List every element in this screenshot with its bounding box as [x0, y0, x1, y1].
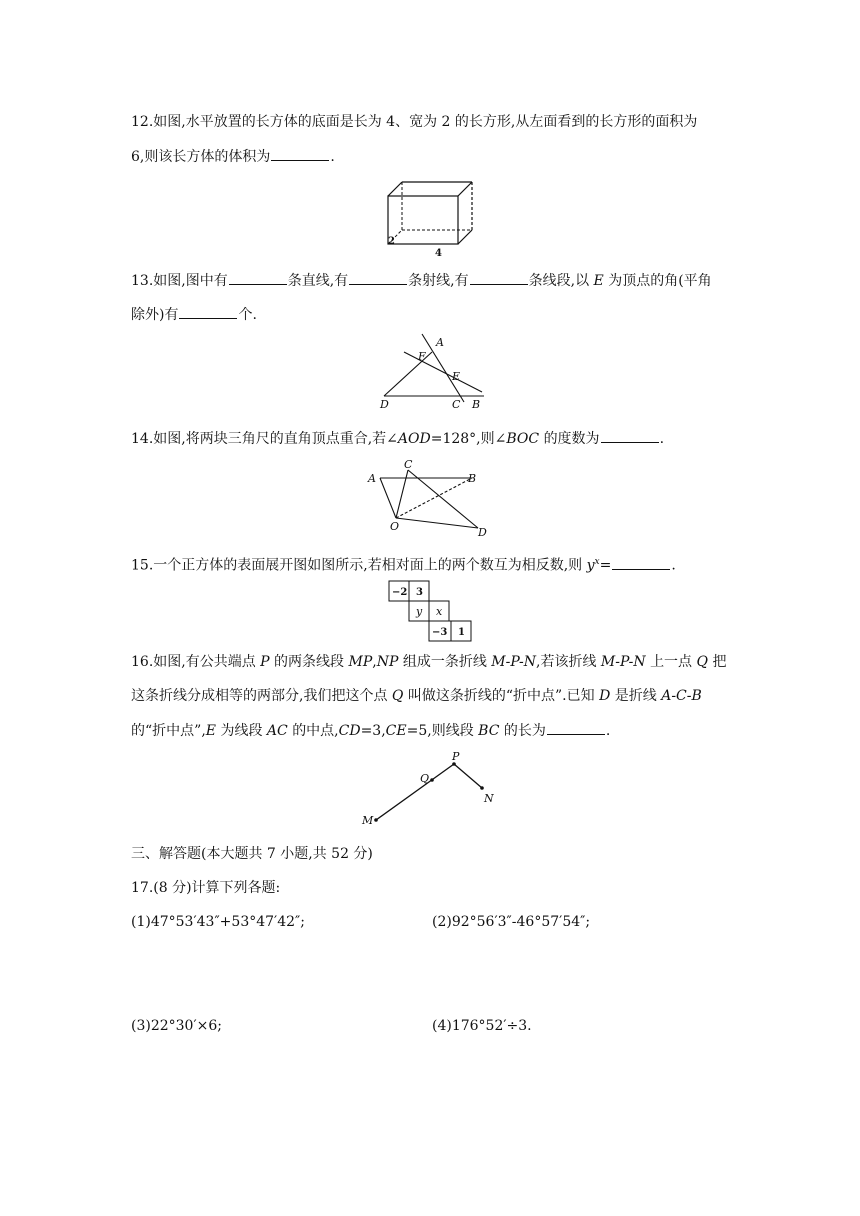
q13-text: 除外)有	[131, 307, 179, 323]
q16-answer-blank	[547, 720, 605, 735]
cuboid-width-label: 2	[388, 236, 395, 247]
cuboid-edge	[388, 182, 402, 196]
label-n: N	[484, 792, 494, 805]
section-3-title: 三、解答题(本大题共 7 小题,共 52 分)	[131, 846, 373, 862]
q16-line1	[131, 652, 726, 672]
q16-var: CD	[338, 723, 361, 739]
q16-var: D	[599, 688, 611, 704]
q15-text: 15.一个正方体的表面展开图如图所示,若相对面上的两个数互为相反数,则	[131, 557, 583, 574]
q14-line	[131, 428, 664, 449]
label-p: P	[452, 750, 460, 763]
q13-blank-rays	[349, 270, 407, 285]
q13-lines-figure	[374, 330, 490, 412]
q16-text: 为线段	[220, 723, 263, 739]
label-f: F	[418, 350, 426, 363]
q16-text: 叫做这条折线的“折中点”.已知	[407, 688, 595, 704]
segment-ao	[380, 478, 396, 518]
q16-line2	[131, 686, 702, 706]
q12-period: .	[330, 149, 335, 165]
q12-cuboid-figure	[380, 174, 480, 258]
q16-text: 的长为	[503, 723, 546, 739]
q16-line3	[131, 720, 610, 741]
label-c: C	[404, 458, 413, 471]
q15-var-y: y	[586, 557, 595, 574]
q13-text: 条线段,以	[528, 273, 590, 289]
q16-var: Q	[391, 688, 404, 704]
q16-var: P	[260, 654, 270, 670]
q16-text: 是折线	[614, 688, 657, 704]
label-q: Q	[420, 772, 430, 785]
q12-line1: 12.如图,水平放置的长方体的底面是长为 4、宽为 2 的长方形,从左面看到的长方形的面积为	[131, 114, 698, 130]
q14-angle-boc: BOC	[506, 431, 540, 447]
q16-var: AC	[266, 723, 288, 739]
point-m	[374, 818, 378, 822]
net-value: −3	[432, 627, 448, 638]
label-e: E	[452, 370, 461, 383]
q13-blank-segments	[470, 270, 528, 285]
q14-text: .	[659, 431, 665, 447]
q14-triangles-figure	[366, 458, 496, 540]
point-n	[480, 786, 484, 790]
cuboid-edge	[458, 230, 472, 244]
cuboid-front-face	[388, 196, 458, 244]
q16-var: E	[205, 723, 216, 739]
q16-text: 把	[712, 654, 727, 670]
label-b: B	[468, 472, 477, 485]
label-d: D	[478, 526, 487, 539]
q13-text: 条射线,有	[408, 273, 469, 289]
cuboid-length-label: 4	[435, 248, 442, 258]
line-through-f	[404, 352, 482, 392]
q16-text: 16.如图,有公共端点	[131, 654, 256, 670]
label-m: M	[362, 814, 374, 827]
q17-subquestion-1: (1)47°53′43″+53°47′42″;	[131, 914, 305, 930]
q13-blank-lines	[229, 270, 287, 285]
label-d: D	[380, 398, 389, 411]
q13-text: 条直线,有	[287, 273, 349, 289]
q12-answer-blank	[271, 146, 329, 161]
label-o: O	[390, 520, 400, 533]
segment-mp	[376, 764, 454, 820]
q16-text: 上一点	[650, 654, 693, 670]
q13-text: 个.	[238, 307, 257, 323]
q13-text: 为顶点的角(平角	[608, 273, 712, 289]
net-value: −2	[392, 587, 408, 598]
q16-text: 组成一条折线	[402, 654, 487, 670]
point-q	[430, 778, 434, 782]
q13-var-e: E	[593, 273, 604, 289]
q16-text: ,若该折线	[536, 654, 597, 670]
segment-pn	[454, 764, 482, 788]
q16-text: =5,则线段	[406, 723, 474, 739]
net-value: x	[436, 605, 443, 618]
q14-angle-aod: AOD	[397, 431, 431, 447]
label-a: A	[436, 336, 444, 349]
segment-co	[396, 470, 408, 518]
q15-cube-net-figure	[388, 580, 476, 644]
q13-line2	[131, 304, 257, 325]
q15-answer-blank	[612, 555, 670, 570]
q16-var: A-C-B	[661, 688, 702, 704]
q16-polyline-figure	[358, 748, 508, 830]
net-value: y	[416, 605, 423, 618]
q17-title: 17.(8 分)计算下列各题:	[131, 880, 281, 896]
q12-text: 6,则该长方体的体积为	[131, 149, 271, 165]
q13-blank-angles	[179, 304, 237, 319]
q17-subquestion-3: (3)22°30′×6;	[131, 1018, 222, 1034]
segment-od	[396, 518, 478, 528]
q14-text: =128°,则∠	[430, 431, 507, 447]
q16-text: ,	[372, 654, 377, 670]
q15-line	[131, 552, 676, 576]
q16-text: 的中点,	[292, 723, 339, 739]
net-value: 1	[458, 627, 465, 638]
label-a: A	[368, 472, 376, 485]
q16-var: NP	[376, 654, 399, 670]
q16-var: BC	[478, 723, 500, 739]
q16-text: =3,	[360, 723, 386, 739]
q15-text: .	[671, 557, 676, 574]
q15-exponent-x: x	[594, 557, 600, 567]
q16-var: MP	[348, 654, 373, 670]
q16-var: CE	[385, 723, 407, 739]
q14-answer-blank	[601, 428, 659, 443]
q15-text: =	[599, 557, 612, 574]
label-b: B	[472, 398, 481, 411]
q16-text: 这条折线分成相等的两部分,我们把这个点	[131, 688, 388, 704]
q16-text: .	[605, 723, 611, 739]
q14-text: 的度数为	[543, 431, 600, 447]
segment-ob	[396, 478, 472, 518]
net-value: 3	[416, 587, 423, 598]
q16-var: Q	[696, 654, 708, 670]
q13-line1	[131, 270, 712, 291]
q13-text: 13.如图,图中有	[131, 273, 228, 289]
q14-text: 14.如图,将两块三角尺的直角顶点重合,若∠	[131, 431, 398, 447]
q16-var: M-P-N	[491, 654, 536, 670]
label-c: C	[452, 398, 461, 411]
q16-var: M-P-N	[600, 654, 646, 670]
q17-subquestion-2: (2)92°56′3″-46°57′54″;	[432, 914, 591, 930]
q12-line2	[131, 146, 335, 167]
q17-subquestion-4: (4)176°52′÷3.	[432, 1018, 532, 1034]
q16-text: 的“折中点”,	[131, 723, 206, 739]
q16-text: 的两条线段	[274, 654, 345, 670]
cuboid-edge	[458, 182, 472, 196]
